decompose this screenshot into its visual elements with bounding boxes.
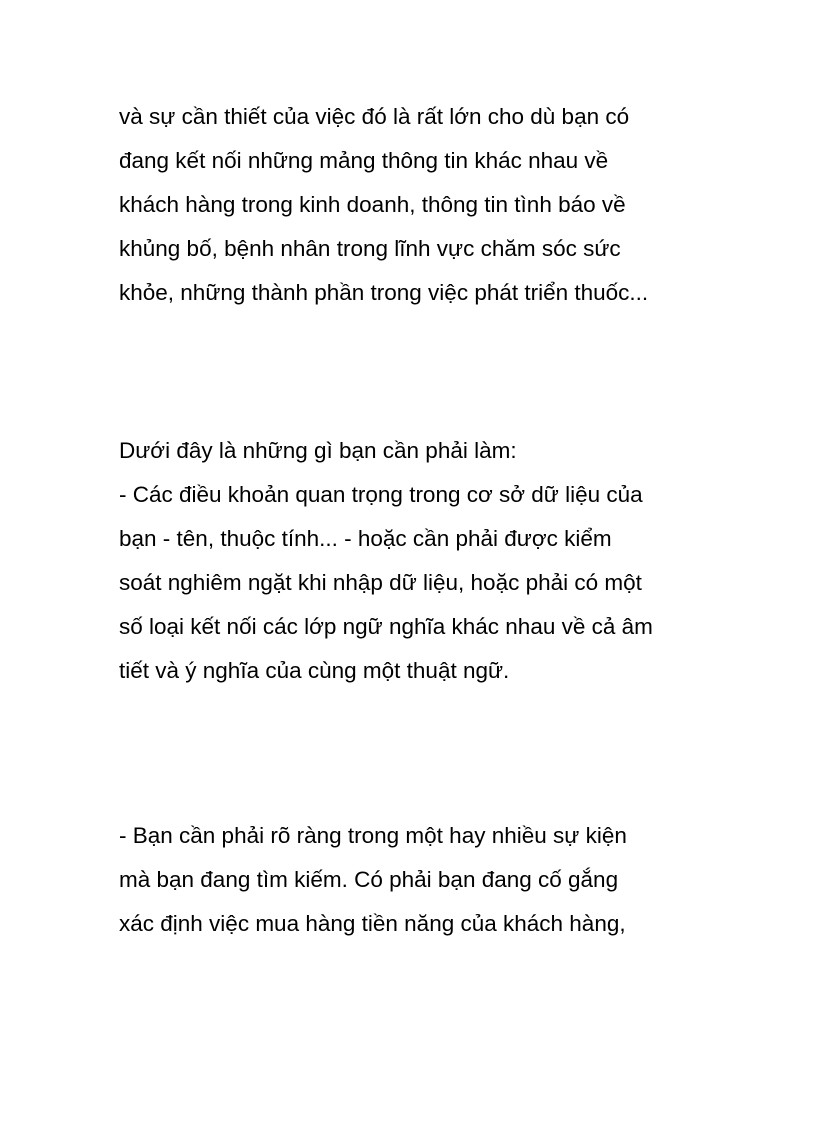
text-line: tiết và ý nghĩa của cùng một thuật ngữ. <box>119 658 510 683</box>
text-line: bạn - tên, thuộc tính... - hoặc cần phải được kiểm <box>119 526 612 551</box>
text-line: Dưới đây là những gì bạn cần phải làm: <box>119 438 517 463</box>
text-line: khủng bố, bệnh nhân trong lĩnh vực chăm sóc sức <box>119 236 621 261</box>
paragraph-1 <box>119 95 759 315</box>
text-line: khách hàng trong kinh doanh, thông tin tình báo về <box>119 192 626 217</box>
paragraph-3 <box>119 814 759 946</box>
text-line: mà bạn đang tìm kiếm. Có phải bạn đang cố gắng <box>119 867 619 892</box>
paragraph-2 <box>119 429 759 693</box>
text-line: và sự cần thiết của việc đó là rất lớn cho dù bạn có <box>119 104 630 129</box>
text-line: xác định việc mua hàng tiền năng của khách hàng, <box>119 911 626 936</box>
text-line: đang kết nối những mảng thông tin khác nhau về <box>119 148 609 173</box>
text-line: - Bạn cần phải rõ ràng trong một hay nhiều sự kiện <box>119 823 627 848</box>
text-line: soát nghiêm ngặt khi nhập dữ liệu, hoặc phải có một <box>119 570 642 595</box>
text-line: số loại kết nối các lớp ngữ nghĩa khác nhau về cả âm <box>119 614 653 639</box>
text-line: khỏe, những thành phần trong việc phát triển thuốc... <box>119 280 649 305</box>
text-line: - Các điều khoản quan trọng trong cơ sở dữ liệu của <box>119 482 643 507</box>
